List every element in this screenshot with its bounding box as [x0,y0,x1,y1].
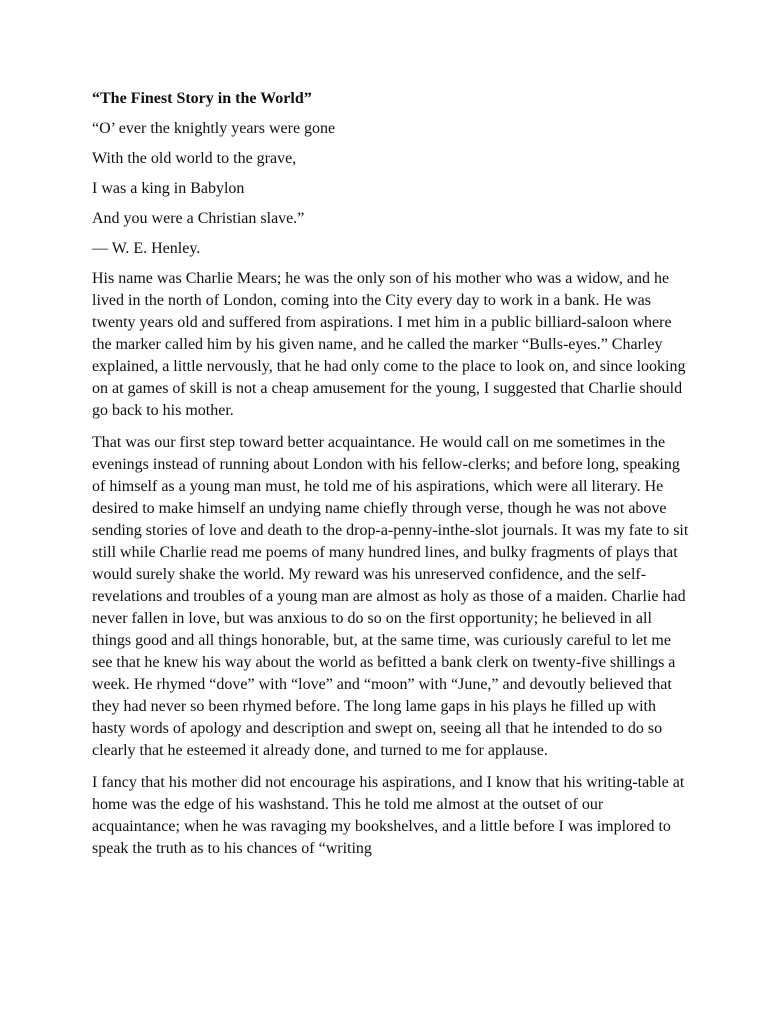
document-body [92,88,692,870]
paragraph-2: That was our first step toward better acquaintance. He would call on me sometimes in the evenings instead of running about London with his fellow-clerks; and before long, speaking of himself as a young man must, he told me of his aspirations, which were all literary. He desired to make himself an undying name chiefly through verse, though he was not above sending stories of love and death to the drop-a-penny-inthe-slot journals. It was my fate to sit still while Charlie read me poems of many hundred lines, and bulky fragments of plays that would surely shake the world. My reward was his unreserved confidence, and the self-revelations and troubles of a young man are almost as holy as those of a maiden. Charlie had never fallen in love, but was anxious to do so on the first opportunity; he believed in all things good and all things honorable, but, at the same time, was curiously careful to let me see that he knew his way about the world as befitted a bank clerk on twenty-five shillings a week. He rhymed “dove” with “love” and “moon” with “June,” and devoutly believed that they had never so been rhymed before. The long lame gaps in his plays he filled up with hasty words of apology and description and swept on, seeing all that he intended to do so clearly that he esteemed it already done, and turned to me for applause. [92,434,689,759]
verse-line-2: With the old world to the grave, [92,150,297,167]
verse-attribution: — W. E. Henley. [92,240,201,257]
paragraph-1: His name was Charlie Mears; he was the only son of his mother who was a widow, and he lived in the north of London, coming into the City every day to work in a bank. He was twenty years old and suffered from aspirations. I met him in a public billiard-saloon where the marker called him by his given name, and he called the marker “Bulls-eyes.” Charley explained, a little nervously, that he had only come to the place to look on, and since looking on at games of skill is not a cheap amusement for the young, I suggested that Charlie should go back to his mother. [92,270,686,419]
document-title: “The Finest Story in the World” [92,90,312,107]
paragraph-3: I fancy that his mother did not encourage his aspirations, and I know that his writing-table at home was the edge of his washstand. This he told me almost at the outset of our acquaintance; when he was ravaging my bookshelves, and a little before I was implored to speak the truth as to his chances of “writing [92,774,685,857]
verse-line-4: And you were a Christian slave.” [92,210,305,227]
verse-line-1: “O’ ever the knightly years were gone [92,120,336,137]
verse-line-3: I was a king in Babylon [92,180,245,197]
